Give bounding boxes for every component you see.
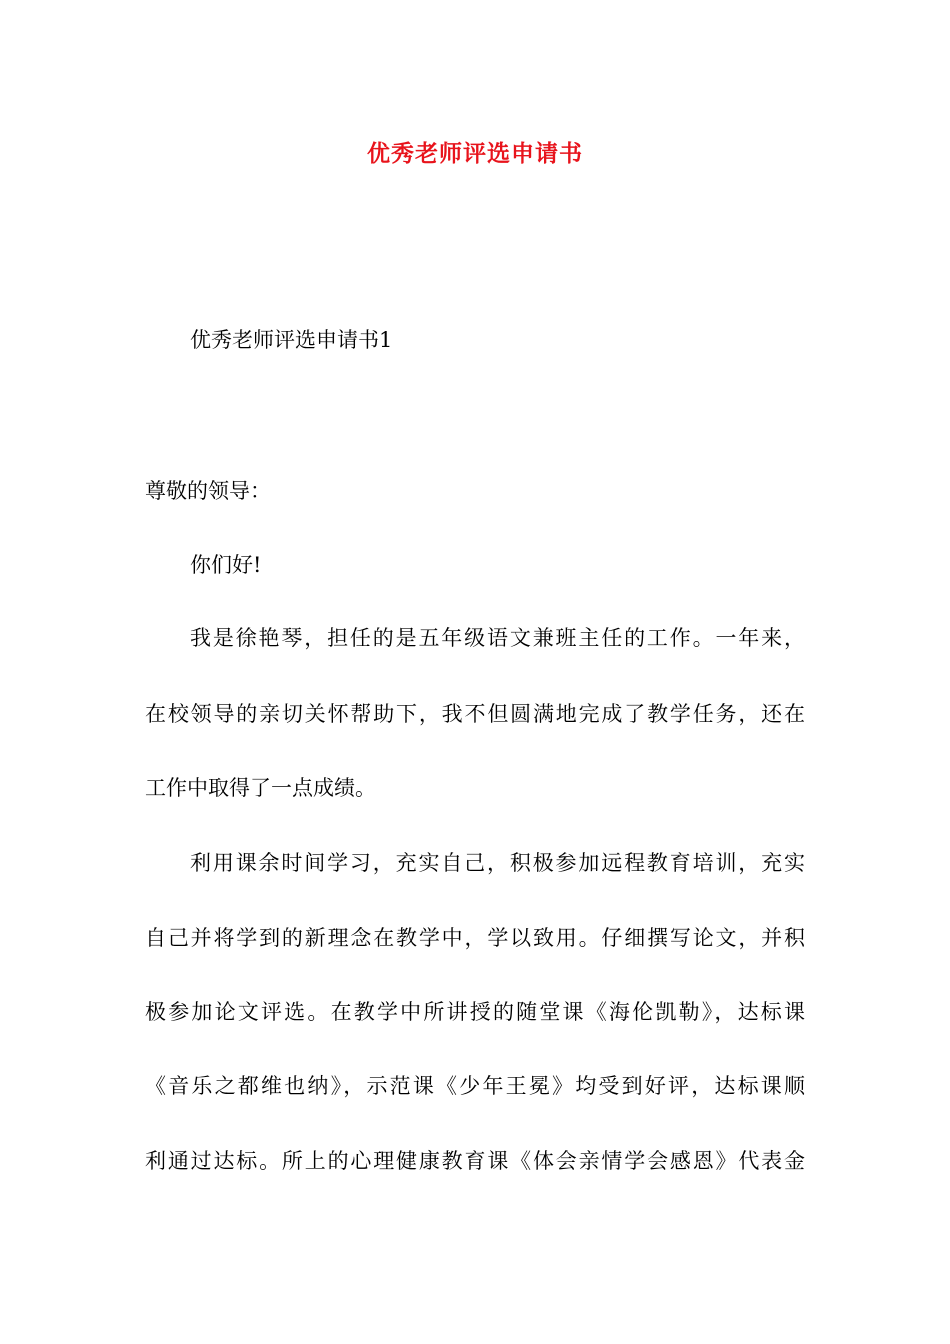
paragraph-line: 我是徐艳琴，担任的是五年级语文兼班主任的工作。一年来， xyxy=(190,626,805,650)
paragraph-line: 极参加论文评选。在教学中所讲授的随堂课《海伦凯勒》，达标课 xyxy=(145,1000,805,1024)
salutation: 尊敬的领导： xyxy=(145,479,271,503)
paragraph-line: 《音乐之都维也纳》，示范课《少年王冕》均受到好评，达标课顺 xyxy=(145,1074,805,1098)
paragraph-line: 在校领导的亲切关怀帮助下，我不但圆满地完成了教学任务，还在 xyxy=(145,702,805,726)
document-title: 优秀老师评选申请书 xyxy=(367,140,583,167)
section-heading: 优秀老师评选申请书1 xyxy=(190,328,393,352)
paragraph-line: 自己并将学到的新理念在教学中，学以致用。仔细撰写论文，并积 xyxy=(145,926,805,950)
paragraph-line: 工作中取得了一点成绩。 xyxy=(145,776,376,800)
greeting: 你们好! xyxy=(190,553,262,577)
paragraph-line: 利用课余时间学习，充实自己，积极参加远程教育培训，充实 xyxy=(190,851,805,875)
paragraph-line: 利通过达标。所上的心理健康教育课《体会亲情学会感恩》代表金 xyxy=(145,1149,805,1173)
